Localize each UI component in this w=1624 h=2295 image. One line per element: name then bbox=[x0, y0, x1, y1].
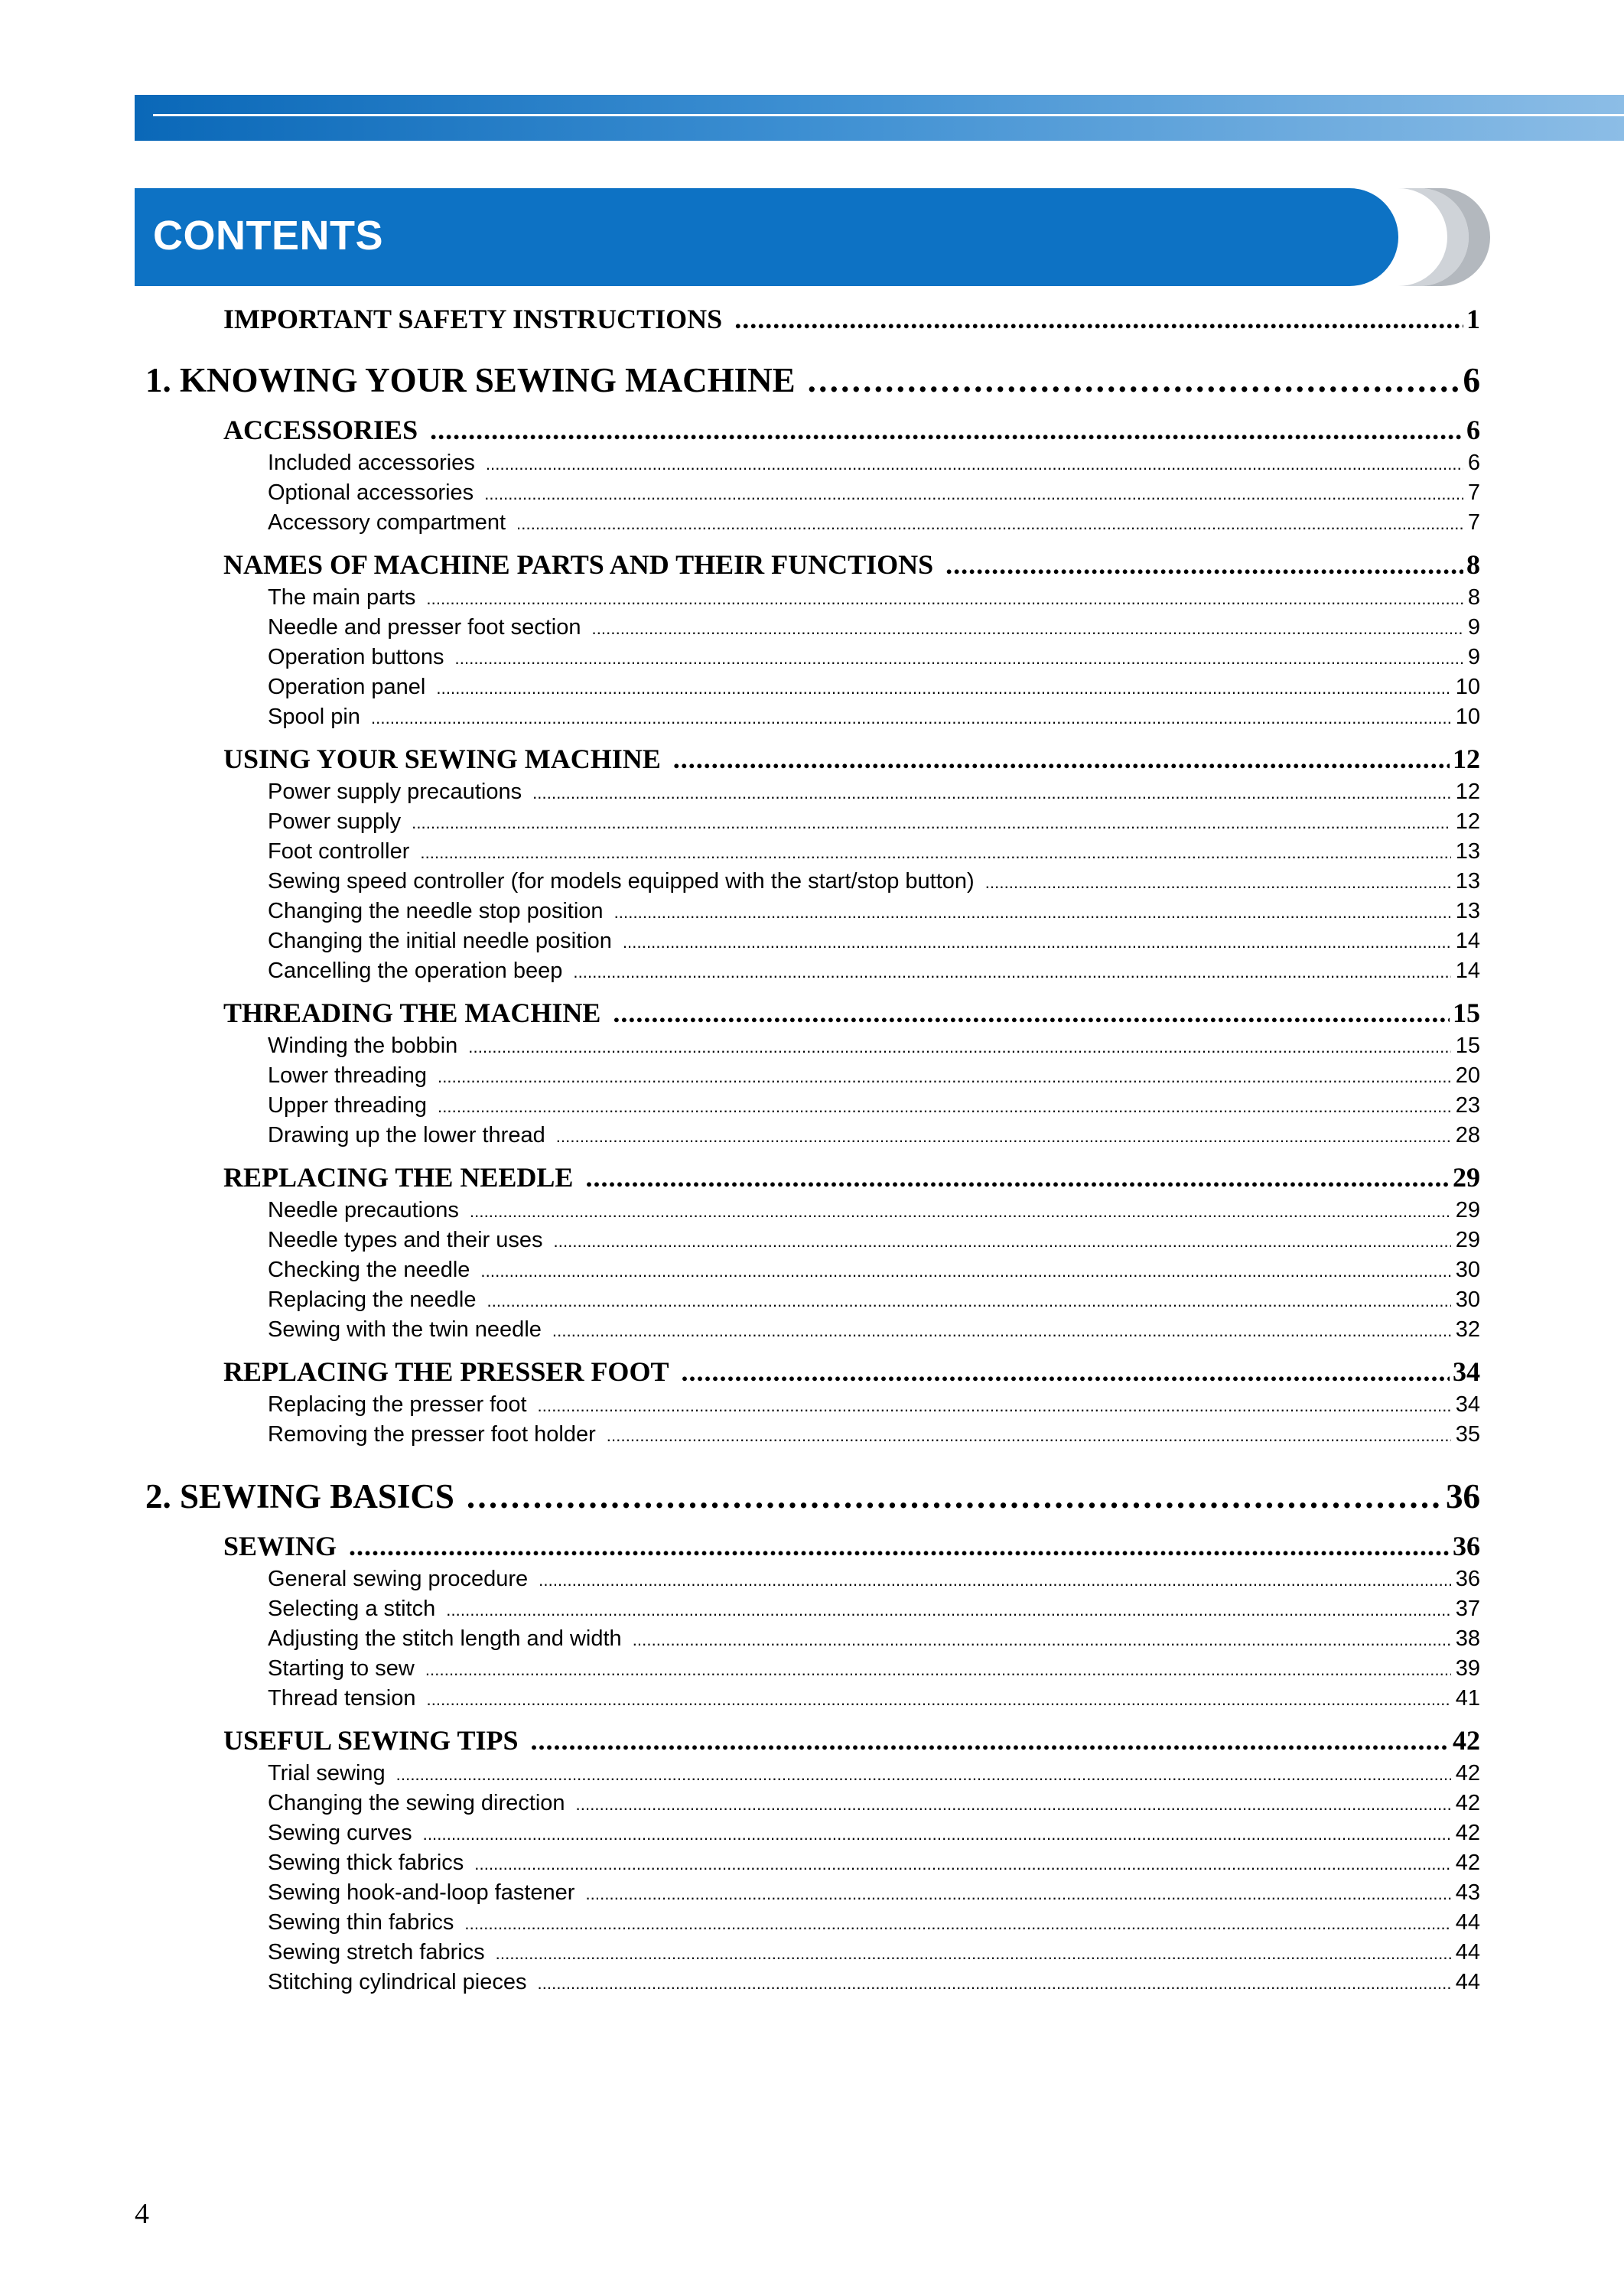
toc-entry-title: Trial sewing bbox=[268, 1761, 386, 1786]
toc-entry-page: 20 bbox=[1455, 1063, 1480, 1088]
toc-leader-dots bbox=[585, 1884, 1450, 1904]
toc-entry-title: General sewing procedure bbox=[268, 1567, 529, 1591]
toc-entry-page: 37 bbox=[1455, 1597, 1480, 1621]
toc-entry-title: NAMES OF MACHINE PARTS AND THEIR FUNCTIONS bbox=[223, 549, 934, 580]
toc-entry-title: THREADING THE MACHINE bbox=[223, 998, 601, 1028]
toc-leader-dots bbox=[591, 619, 1463, 639]
toc-leader-dots bbox=[673, 743, 1450, 775]
toc-entry-page: 12 bbox=[1453, 744, 1480, 774]
toc-leader-dots bbox=[484, 484, 1463, 504]
toc-entry-page: 29 bbox=[1455, 1198, 1480, 1222]
toc-entry-title: Power supply bbox=[268, 809, 402, 834]
toc-entry[interactable] bbox=[0, 1880, 1624, 1908]
toc-entry[interactable] bbox=[0, 1597, 1624, 1624]
toc-entry[interactable] bbox=[0, 1287, 1624, 1315]
toc-entry-title: Needle and presser foot section bbox=[268, 615, 581, 640]
toc-entry-page: 29 bbox=[1455, 1228, 1480, 1252]
toc-leader-dots bbox=[538, 1396, 1451, 1416]
toc-entry-page: 42 bbox=[1455, 1791, 1480, 1815]
toc-entry-page: 6 bbox=[1466, 415, 1480, 445]
toc-entry[interactable] bbox=[0, 414, 1624, 448]
toc-entry-title: Sewing stretch fabrics bbox=[268, 1940, 485, 1965]
toc-entry-title: Adjusting the stitch length and width bbox=[268, 1626, 622, 1651]
toc-entry[interactable] bbox=[0, 585, 1624, 613]
toc-entry-page: 23 bbox=[1455, 1093, 1480, 1118]
toc-entry[interactable] bbox=[0, 1791, 1624, 1818]
toc-entry-page: 43 bbox=[1455, 1880, 1480, 1905]
toc-leader-dots bbox=[945, 549, 1463, 581]
toc-leader-dots bbox=[552, 1321, 1451, 1341]
toc-entry[interactable] bbox=[0, 869, 1624, 897]
toc-entry[interactable] bbox=[0, 1656, 1624, 1684]
toc-leader-dots bbox=[436, 679, 1450, 698]
toc-leader-dots bbox=[585, 1161, 1450, 1193]
toc-entry-title: 2. SEWING BASICS bbox=[145, 1477, 454, 1515]
toc-entry-page: 38 bbox=[1455, 1626, 1480, 1651]
toc-leader-dots bbox=[412, 813, 1451, 833]
toc-entry-title: The main parts bbox=[268, 585, 416, 610]
toc-entry[interactable] bbox=[0, 1476, 1624, 1516]
toc-leader-dots bbox=[530, 1724, 1450, 1756]
toc-entry-title: Spool pin bbox=[268, 705, 360, 729]
toc-entry-title: Cancelling the operation beep bbox=[268, 959, 563, 983]
toc-entry[interactable] bbox=[0, 1123, 1624, 1151]
page-title: CONTENTS bbox=[153, 213, 383, 259]
toc-entry[interactable] bbox=[0, 1063, 1624, 1091]
toc-entry-page: 12 bbox=[1455, 780, 1480, 804]
toc-leader-dots bbox=[464, 1914, 1450, 1934]
toc-entry-title: Accessory compartment bbox=[268, 510, 506, 535]
toc-leader-dots bbox=[426, 589, 1463, 609]
toc-entry[interactable] bbox=[0, 615, 1624, 643]
toc-entry[interactable] bbox=[0, 1761, 1624, 1789]
toc-entry[interactable] bbox=[0, 1392, 1624, 1420]
toc-entry-page: 42 bbox=[1455, 1761, 1480, 1786]
toc-entry[interactable] bbox=[0, 997, 1624, 1030]
toc-entry[interactable] bbox=[0, 809, 1624, 837]
toc-entry-page: 15 bbox=[1453, 998, 1480, 1028]
toc-leader-dots bbox=[396, 1765, 1451, 1785]
toc-entry[interactable] bbox=[0, 675, 1624, 702]
toc-entry-page: 9 bbox=[1467, 645, 1480, 669]
toc-entry-title: Starting to sew bbox=[268, 1656, 415, 1681]
toc-entry[interactable] bbox=[0, 303, 1624, 337]
toc-entry-page: 6 bbox=[1467, 451, 1480, 475]
toc-entry-page: 15 bbox=[1455, 1034, 1480, 1058]
toc-entry[interactable] bbox=[0, 705, 1624, 732]
toc-leader-dots bbox=[576, 1795, 1451, 1815]
toc-entry[interactable] bbox=[0, 1093, 1624, 1121]
toc-leader-dots bbox=[455, 649, 1463, 669]
toc-entry[interactable] bbox=[0, 1422, 1624, 1450]
page-number: 4 bbox=[135, 2198, 149, 2230]
toc-entry-page: 44 bbox=[1455, 1970, 1480, 1994]
toc-entry-title: Changing the initial needle position bbox=[268, 929, 612, 953]
toc-entry-page: 7 bbox=[1467, 480, 1480, 505]
toc-leader-dots bbox=[487, 1291, 1450, 1311]
toc-entry-page: 29 bbox=[1453, 1162, 1480, 1193]
toc-leader-dots bbox=[467, 1476, 1443, 1516]
toc-entry[interactable] bbox=[0, 1258, 1624, 1285]
toc-entry[interactable] bbox=[0, 839, 1624, 867]
toc-entry-title: USEFUL SEWING TIPS bbox=[223, 1725, 519, 1756]
toc-entry-page: 36 bbox=[1455, 1567, 1480, 1591]
toc-leader-dots bbox=[985, 873, 1451, 893]
toc-entry[interactable] bbox=[0, 1821, 1624, 1848]
toc-entry[interactable] bbox=[0, 1034, 1624, 1061]
toc-leader-dots bbox=[496, 1944, 1451, 1964]
toc-leader-dots bbox=[516, 514, 1463, 534]
toc-leader-dots bbox=[614, 903, 1451, 923]
toc-leader-dots bbox=[554, 1232, 1451, 1252]
toc-entry-title: Sewing speed controller (for models equipped with the start/stop button) bbox=[268, 869, 975, 894]
toc-entry[interactable] bbox=[0, 780, 1624, 807]
toc-leader-dots bbox=[430, 414, 1463, 446]
toc-entry-page: 8 bbox=[1466, 549, 1480, 580]
toc-entry-page: 9 bbox=[1467, 615, 1480, 640]
toc-leader-dots bbox=[734, 303, 1463, 335]
toc-entry-title: Selecting a stitch bbox=[268, 1597, 436, 1621]
toc-entry-title: 1. KNOWING YOUR SEWING MACHINE bbox=[145, 361, 796, 399]
toc-leader-dots bbox=[486, 454, 1463, 474]
toc-entry-page: 36 bbox=[1446, 1477, 1480, 1515]
toc-entry-page: 34 bbox=[1455, 1392, 1480, 1417]
toc-entry[interactable] bbox=[0, 1940, 1624, 1968]
toc-entry-page: 10 bbox=[1455, 705, 1480, 729]
toc-entry[interactable] bbox=[0, 743, 1624, 776]
toc-leader-dots bbox=[468, 1037, 1450, 1057]
toc-entry[interactable] bbox=[0, 1851, 1624, 1878]
toc-entry-title: ACCESSORIES bbox=[223, 415, 418, 445]
toc-entry-title: Included accessories bbox=[268, 451, 475, 475]
toc-leader-dots bbox=[607, 1426, 1451, 1446]
toc-entry-page: 7 bbox=[1467, 510, 1480, 535]
toc-entry-page: 6 bbox=[1463, 361, 1480, 399]
toc-leader-dots bbox=[446, 1600, 1451, 1620]
toc-leader-dots bbox=[613, 997, 1450, 1029]
toc-entry-page: 35 bbox=[1455, 1422, 1480, 1447]
toc-entry-page: 14 bbox=[1455, 959, 1480, 983]
toc-entry[interactable] bbox=[0, 1970, 1624, 1997]
toc-entry-page: 34 bbox=[1453, 1356, 1480, 1387]
toc-entry-page: 12 bbox=[1455, 809, 1480, 834]
toc-entry[interactable] bbox=[0, 1198, 1624, 1226]
toc-entry[interactable] bbox=[0, 480, 1624, 508]
toc-entry-title: Sewing thick fabrics bbox=[268, 1851, 464, 1875]
toc-entry-page: 14 bbox=[1455, 929, 1480, 953]
toc-entry-page: 39 bbox=[1455, 1656, 1480, 1681]
toc-entry-page: 30 bbox=[1455, 1258, 1480, 1282]
toc-entry-page: 28 bbox=[1455, 1123, 1480, 1148]
toc-entry-title: Operation buttons bbox=[268, 645, 444, 669]
toc-entry[interactable] bbox=[0, 1530, 1624, 1564]
toc-entry-title: Power supply precautions bbox=[268, 780, 522, 804]
toc-entry-page: 13 bbox=[1455, 899, 1480, 923]
toc-entry-title: Removing the presser foot holder bbox=[268, 1422, 596, 1447]
toc-entry-title: Lower threading bbox=[268, 1063, 427, 1088]
toc-entry-page: 10 bbox=[1455, 675, 1480, 699]
toc-entry-title: Sewing thin fabrics bbox=[268, 1910, 454, 1935]
toc-entry-title: Winding the bobbin bbox=[268, 1034, 458, 1058]
toc-entry[interactable] bbox=[0, 899, 1624, 926]
toc-entry[interactable] bbox=[0, 1161, 1624, 1195]
toc-entry-title: REPLACING THE PRESSER FOOT bbox=[223, 1356, 669, 1387]
toc-leader-dots bbox=[539, 1571, 1451, 1590]
toc-leader-dots bbox=[423, 1825, 1451, 1844]
toc-entry[interactable] bbox=[0, 929, 1624, 956]
toc-entry[interactable] bbox=[0, 360, 1624, 400]
toc-entry-title: Thread tension bbox=[268, 1686, 416, 1711]
toc-leader-dots bbox=[474, 1854, 1450, 1874]
toc-leader-dots bbox=[438, 1097, 1451, 1117]
toc-entry-page: 8 bbox=[1467, 585, 1480, 610]
toc-entry-title: SEWING bbox=[223, 1531, 337, 1561]
toc-leader-dots bbox=[623, 933, 1451, 952]
toc-entry-title: Sewing curves bbox=[268, 1821, 412, 1845]
toc-entry-title: Optional accessories bbox=[268, 480, 474, 505]
toc-entry[interactable] bbox=[0, 451, 1624, 478]
toc-entry-title: Changing the sewing direction bbox=[268, 1791, 565, 1815]
toc-leader-dots bbox=[349, 1530, 1450, 1562]
toc-entry-title: IMPORTANT SAFETY INSTRUCTIONS bbox=[223, 304, 723, 334]
toc-entry[interactable] bbox=[0, 1317, 1624, 1345]
toc-entry-page: 13 bbox=[1455, 869, 1480, 894]
toc-entry[interactable] bbox=[0, 1686, 1624, 1714]
toc-leader-dots bbox=[633, 1630, 1451, 1650]
toc-leader-dots bbox=[371, 708, 1451, 728]
toc-entry-title: Foot controller bbox=[268, 839, 410, 864]
toc-entry-title: USING YOUR SEWING MACHINE bbox=[223, 744, 661, 774]
toc-entry-page: 30 bbox=[1455, 1287, 1480, 1312]
toc-entry-title: Replacing the needle bbox=[268, 1287, 477, 1312]
toc-leader-dots bbox=[808, 360, 1460, 400]
toc-entry-page: 13 bbox=[1455, 839, 1480, 864]
toc-entry[interactable] bbox=[0, 1626, 1624, 1654]
toc-entry-title: Checking the needle bbox=[268, 1258, 470, 1282]
toc-entry-title: Upper threading bbox=[268, 1093, 427, 1118]
toc-leader-dots bbox=[573, 962, 1450, 982]
toc-leader-dots bbox=[480, 1261, 1450, 1281]
toc-entry-title: Sewing hook-and-loop fastener bbox=[268, 1880, 575, 1905]
toc-entry[interactable] bbox=[0, 510, 1624, 538]
toc-entry[interactable] bbox=[0, 1356, 1624, 1389]
toc-leader-dots bbox=[556, 1127, 1451, 1147]
toc-entry-title: Changing the needle stop position bbox=[268, 899, 604, 923]
toc-leader-dots bbox=[532, 783, 1451, 803]
toc-entry-page: 1 bbox=[1466, 304, 1480, 334]
toc-entry[interactable] bbox=[0, 1910, 1624, 1938]
toc-entry[interactable] bbox=[0, 1724, 1624, 1758]
toc-entry-page: 41 bbox=[1455, 1686, 1480, 1711]
toc-entry[interactable] bbox=[0, 959, 1624, 986]
toc-entry-page: 42 bbox=[1453, 1725, 1480, 1756]
toc-leader-dots bbox=[681, 1356, 1450, 1388]
toc-entry-page: 36 bbox=[1453, 1531, 1480, 1561]
toc-leader-dots bbox=[438, 1067, 1451, 1087]
toc-leader-dots bbox=[426, 1690, 1450, 1710]
toc-entry-title: Operation panel bbox=[268, 675, 426, 699]
toc-leader-dots bbox=[537, 1974, 1450, 1994]
toc-leader-dots bbox=[425, 1660, 1451, 1680]
toc-entry-title: Drawing up the lower thread bbox=[268, 1123, 545, 1148]
toc-leader-dots bbox=[420, 843, 1450, 863]
toc-entry-page: 42 bbox=[1455, 1821, 1480, 1845]
toc-entry-title: REPLACING THE NEEDLE bbox=[223, 1162, 574, 1193]
toc-entry-page: 42 bbox=[1455, 1851, 1480, 1875]
toc-entry-title: Stitching cylindrical pieces bbox=[268, 1970, 527, 1994]
toc-entry-title: Replacing the presser foot bbox=[268, 1392, 527, 1417]
toc-entry[interactable] bbox=[0, 1228, 1624, 1255]
toc-entry-title: Needle precautions bbox=[268, 1198, 459, 1222]
toc-entry-page: 32 bbox=[1455, 1317, 1480, 1342]
toc-entry-title: Sewing with the twin needle bbox=[268, 1317, 542, 1342]
toc-entry[interactable] bbox=[0, 549, 1624, 582]
toc-leader-dots bbox=[470, 1202, 1451, 1222]
toc-entry-page: 44 bbox=[1455, 1910, 1480, 1935]
toc-entry-page: 44 bbox=[1455, 1940, 1480, 1965]
toc-entry[interactable] bbox=[0, 1567, 1624, 1594]
toc-entry[interactable] bbox=[0, 645, 1624, 672]
toc-entry-title: Needle types and their uses bbox=[268, 1228, 543, 1252]
